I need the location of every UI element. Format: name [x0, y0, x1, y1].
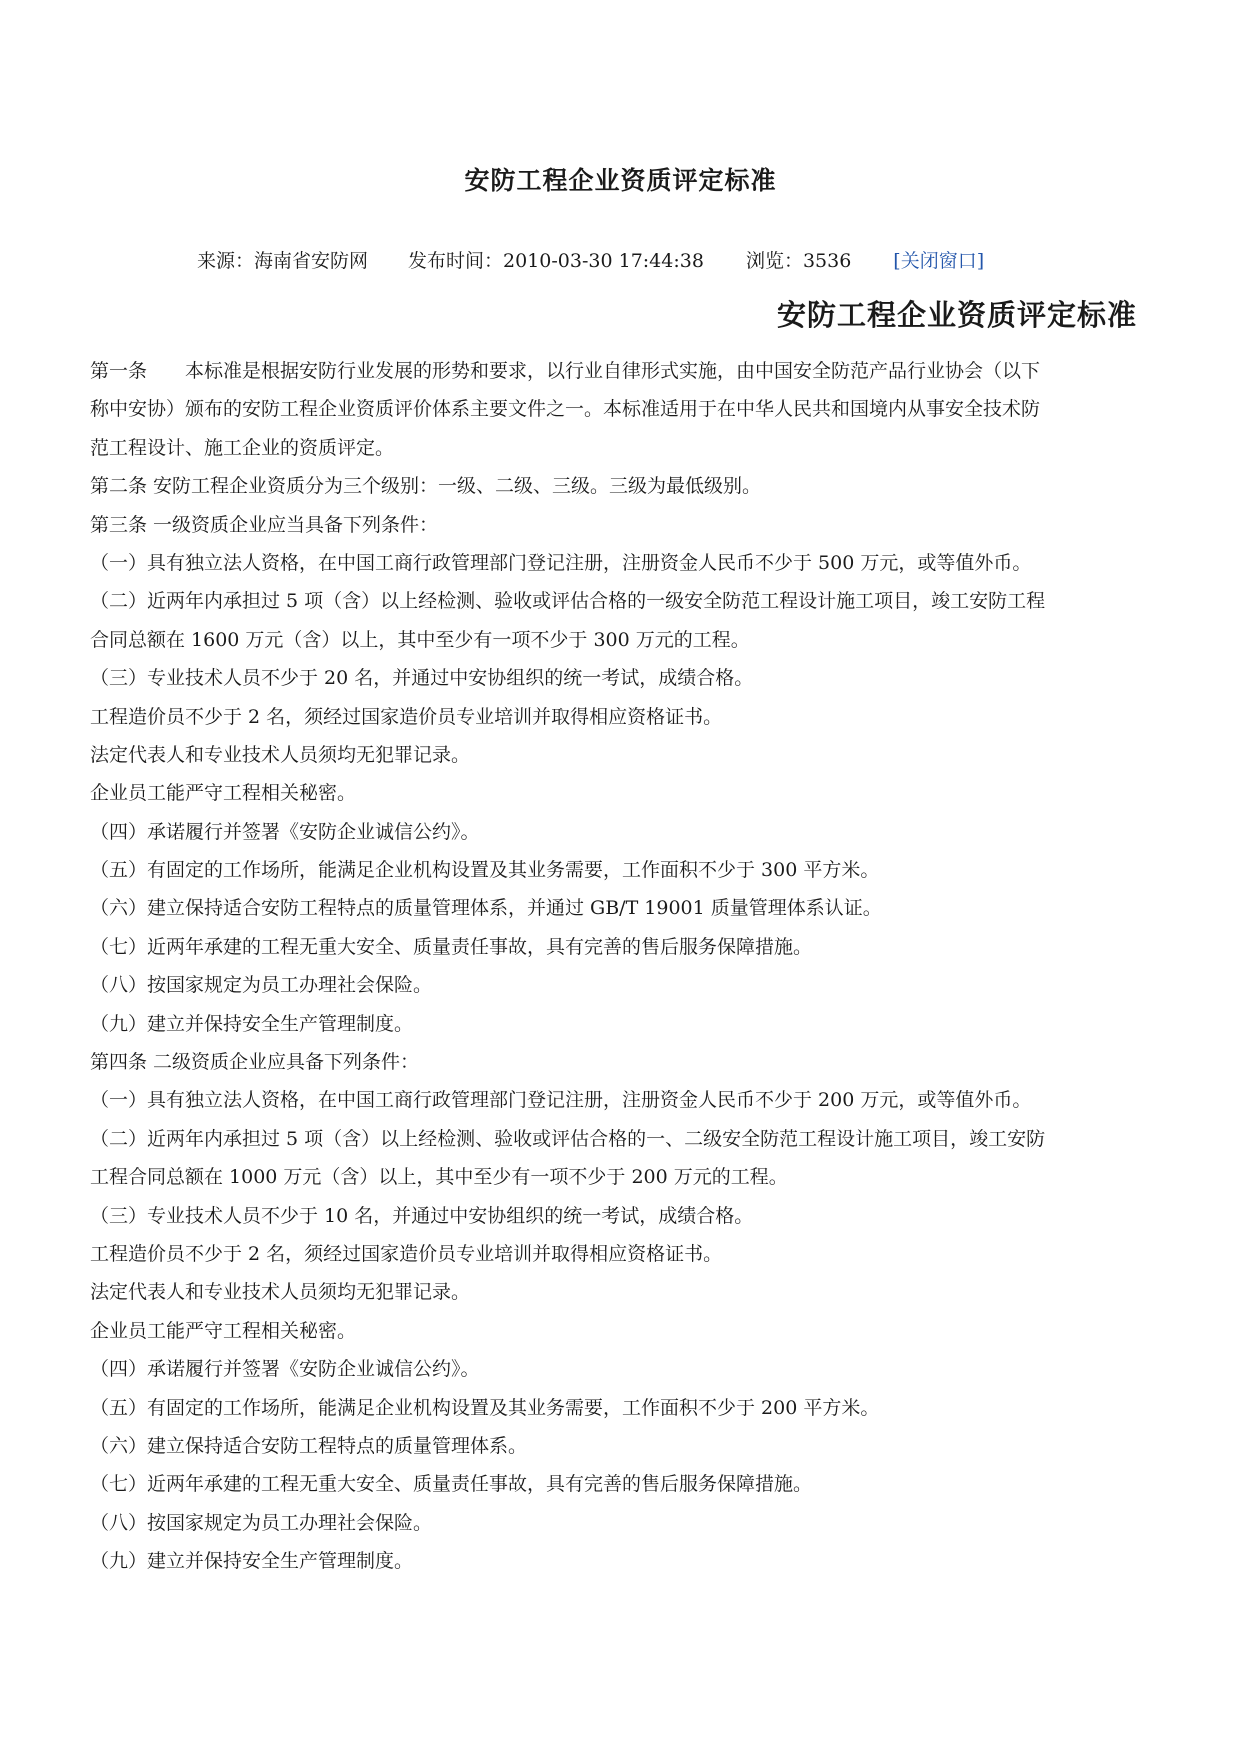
body-line: （一）具有独立法人资格，在中国工商行政管理部门登记注册，注册资金人民币不少于 200 万元，或等值外币。: [90, 1089, 1032, 1112]
body-line: 企业员工能严守工程相关秘密。: [90, 1319, 357, 1342]
body-line: （九）建立并保持安全生产管理制度。: [90, 1550, 414, 1573]
body-line: （七）近两年承建的工程无重大安全、质量责任事故，具有完善的售后服务保障措施。: [90, 935, 813, 958]
view-count: 浏览：3536: [745, 250, 852, 272]
body-line: （九）建立并保持安全生产管理制度。: [90, 1012, 414, 1035]
body-line: （六）建立保持适合安防工程特点的质量管理体系。: [90, 1434, 528, 1457]
body-line: 工程造价员不少于 2 名，须经过国家造价员专业培训并取得相应资格证书。: [90, 1242, 723, 1265]
publish-time: 发布时间：2010-03-30 17:44:38: [408, 250, 704, 272]
body-line: 法定代表人和专业技术人员须均无犯罪记录。: [90, 1281, 471, 1304]
body-line: （五）有固定的工作场所，能满足企业机构设置及其业务需要，工作面积不少于 200 平方米。: [90, 1396, 880, 1419]
body-line: （四）承诺履行并签署《安防企业诚信公约》。: [90, 820, 480, 843]
body-line: 工程合同总额在 1000 万元（含）以上，其中至少有一项不少于 200 万元的工程。: [90, 1166, 788, 1189]
body-line: 第三条 一级资质企业应当具备下列条件：: [90, 513, 439, 536]
article-body: [90, 352, 1168, 1581]
body-line: （四）承诺履行并签署《安防企业诚信公约》。: [90, 1358, 480, 1381]
body-line: 第四条 二级资质企业应具备下列条件：: [90, 1051, 420, 1074]
body-line: （七）近两年承建的工程无重大安全、质量责任事故，具有完善的售后服务保障措施。: [90, 1473, 813, 1496]
body-line: 合同总额在 1600 万元（含）以上，其中至少有一项不少于 300 万元的工程。: [90, 628, 750, 651]
body-line: 称中安协）颁布的安防工程企业资质评价体系主要文件之一。本标准适用于在中华人民共和国境内从事安全技术防: [90, 398, 1041, 421]
body-line: （二）近两年内承担过 5 项（含）以上经检测、验收或评估合格的一、二级安全防范工程设计施工项目，竣工安防: [90, 1127, 1046, 1150]
close-bracket-close: ]: [976, 250, 985, 272]
close-window-link[interactable]: 关闭窗口: [900, 250, 977, 272]
article-title: 安防工程企业资质评定标准: [776, 298, 1137, 332]
body-line: （二）近两年内承担过 5 项（含）以上经检测、验收或评估合格的一级安全防范工程设计施工项目，竣工安防工程: [90, 590, 1046, 613]
body-line: （一）具有独立法人资格，在中国工商行政管理部门登记注册，注册资金人民币不少于 500 万元，或等值外币。: [90, 551, 1032, 574]
close-bracket-open: [: [893, 250, 901, 272]
body-line: （八）按国家规定为员工办理社会保险。: [90, 1511, 433, 1534]
body-line: （六）建立保持适合安防工程特点的质量管理体系，并通过 GB/T 19001 质量管理体系认证。: [90, 897, 882, 920]
body-line: 第二条 安防工程企业资质分为三个级别：一级、二级、三级。三级为最低级别。: [90, 475, 762, 498]
body-line: （八）按国家规定为员工办理社会保险。: [90, 974, 433, 997]
body-line: 第一条 本标准是根据安防行业发展的形势和要求，以行业自律形式实施，由中国安全防范产品行业协会（以下: [90, 360, 1041, 382]
body-line: 工程造价员不少于 2 名，须经过国家造价员专业培训并取得相应资格证书。: [90, 705, 723, 728]
body-line: （五）有固定的工作场所，能满足企业机构设置及其业务需要，工作面积不少于 300 平方米。: [90, 859, 880, 882]
body-line: 范工程设计、施工企业的资质评定。: [90, 436, 395, 459]
page-title: 安防工程企业资质评定标准: [464, 166, 777, 195]
source-label: 来源：海南省安防网: [197, 250, 369, 272]
body-line: （三）专业技术人员不少于 10 名，并通过中安协组织的统一考试，成绩合格。: [90, 1204, 754, 1227]
body-line: 企业员工能严守工程相关秘密。: [90, 782, 357, 805]
body-line: （三）专业技术人员不少于 20 名，并通过中安协组织的统一考试，成绩合格。: [90, 667, 754, 690]
article-meta: [197, 246, 984, 276]
body-line: 法定代表人和专业技术人员须均无犯罪记录。: [90, 743, 471, 766]
